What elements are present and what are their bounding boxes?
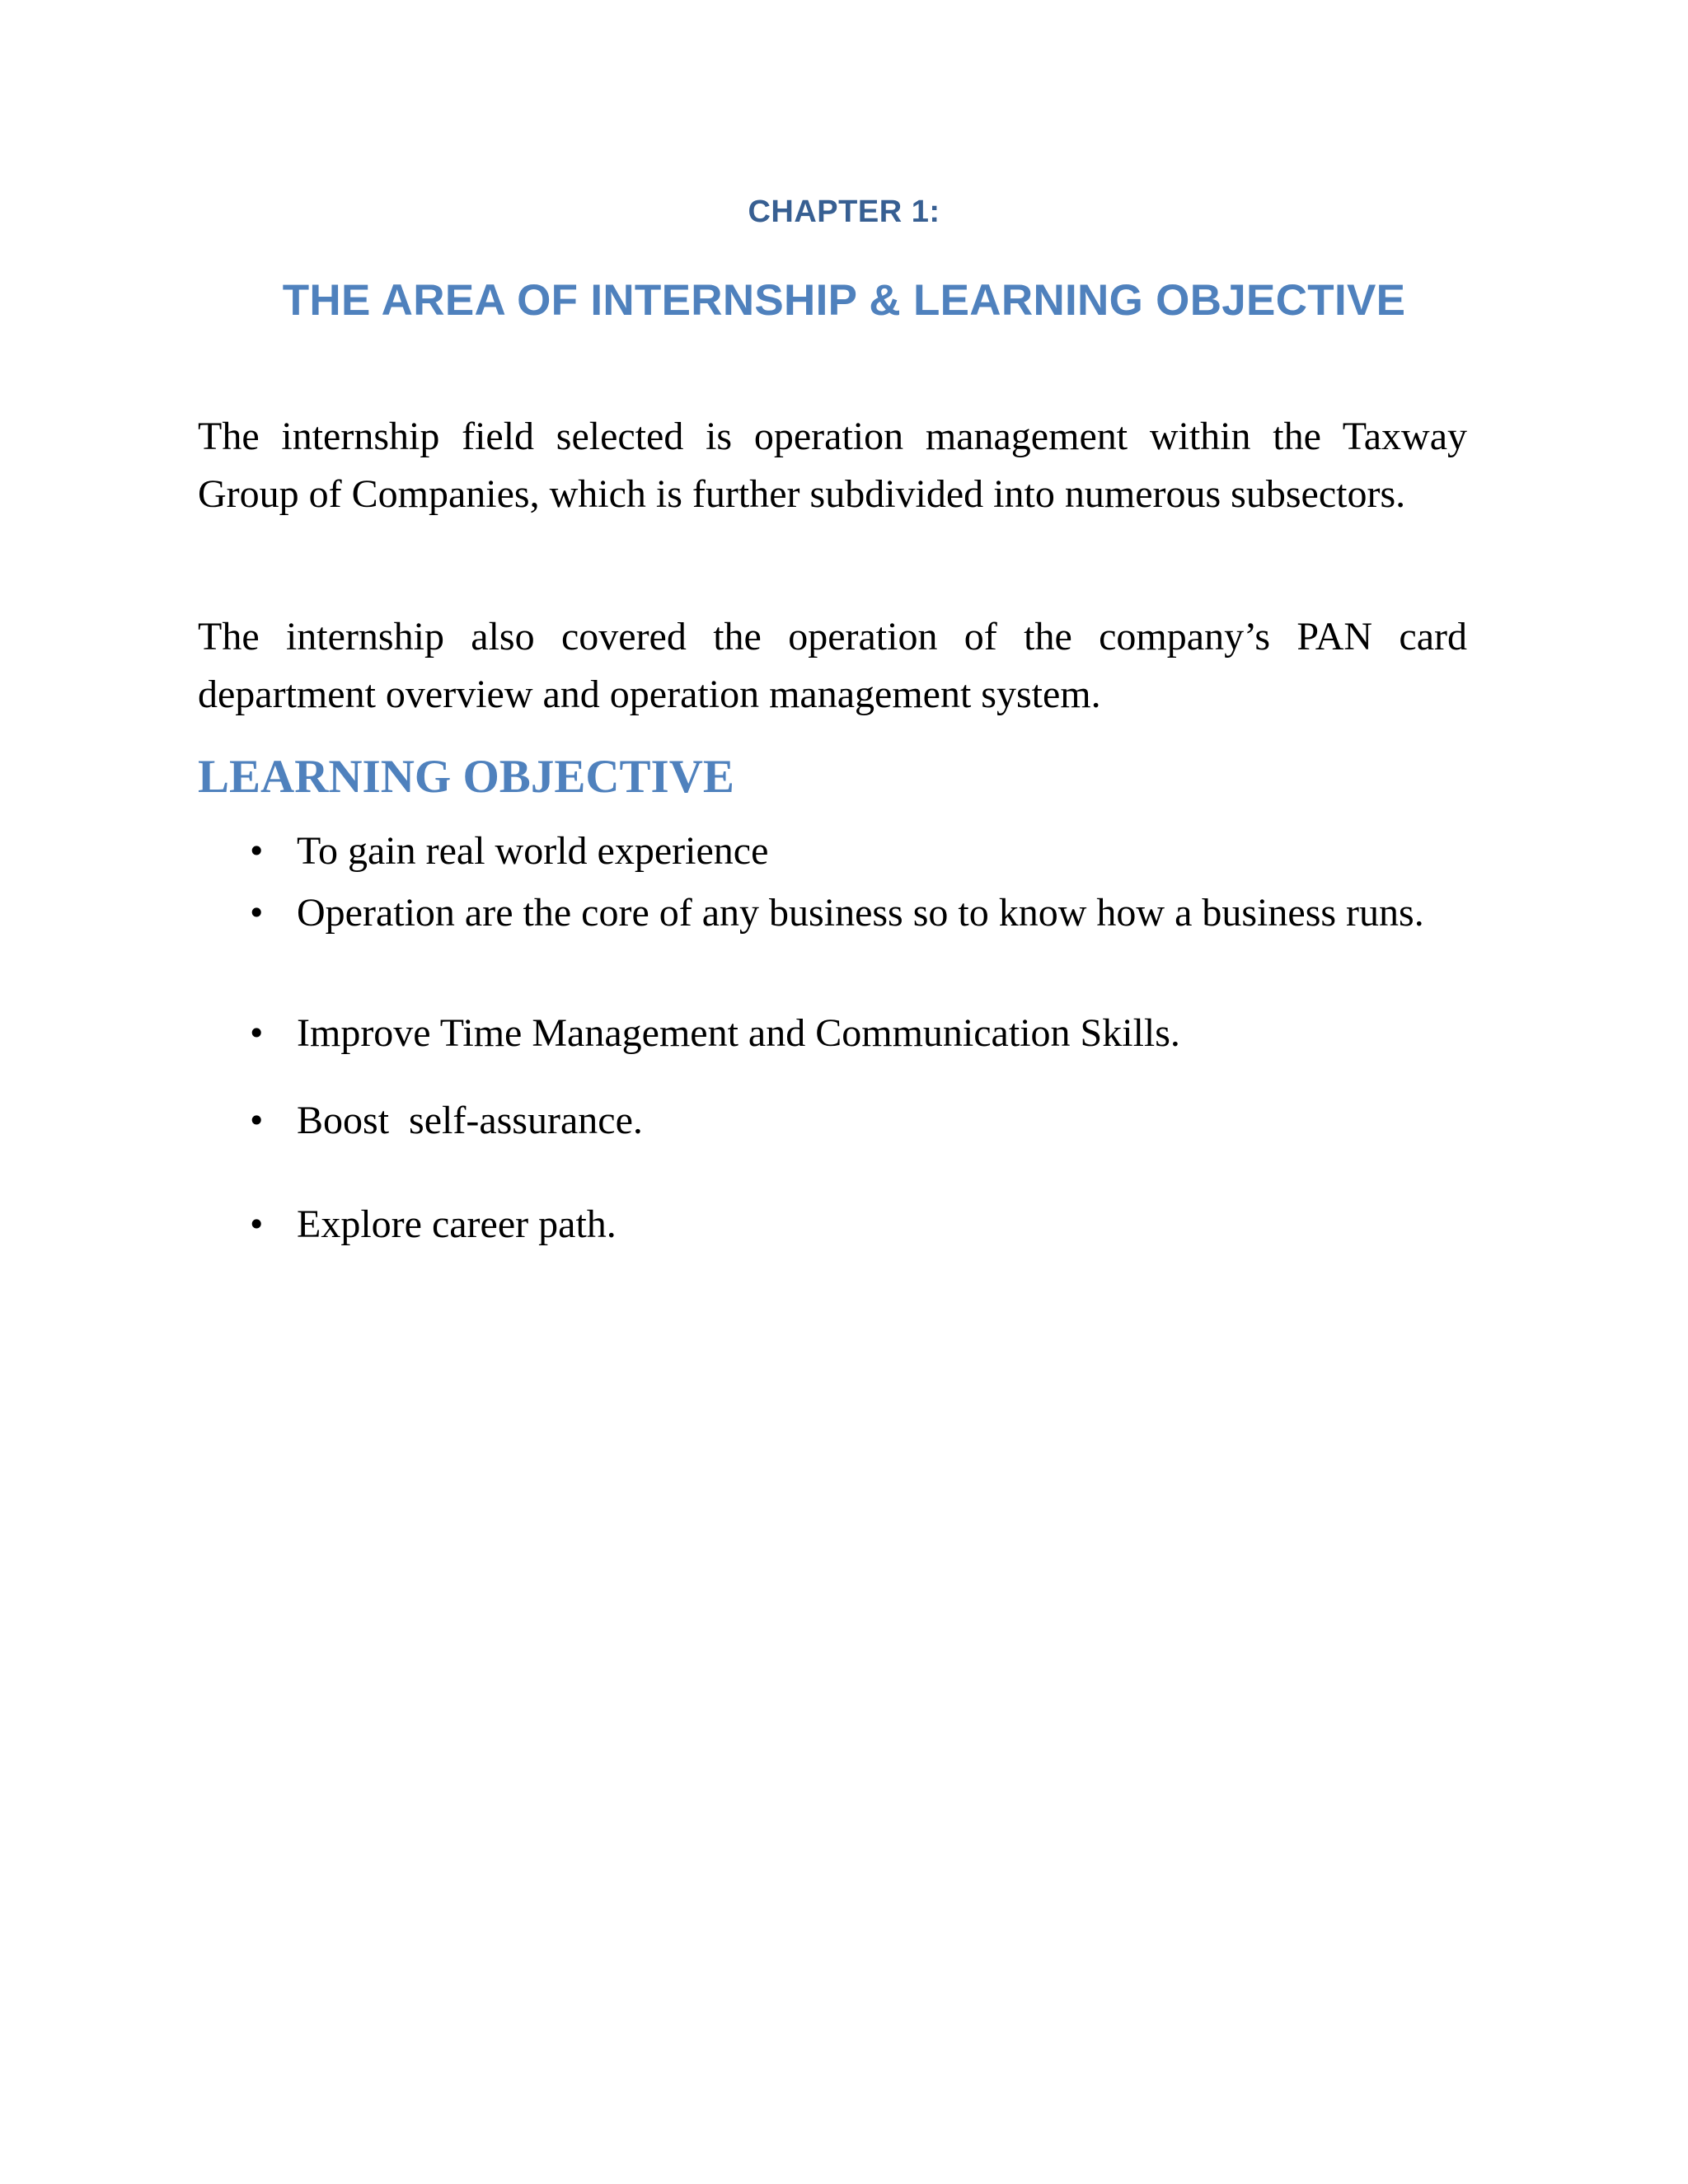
- list-item-text: Improve Time Management and Communication Skills.: [297, 1011, 1180, 1055]
- chapter-title: THE AREA OF INTERNSHIP & LEARNING OBJECTIVE: [282, 276, 1406, 325]
- chapter-label: CHAPTER 1:: [748, 194, 940, 229]
- bullet-icon: •: [247, 1103, 266, 1139]
- paragraph-pan-card-department: The internship also covered the operation of the company’s PAN card department overview and operation management system.: [198, 615, 1467, 716]
- list-item: [247, 1005, 1467, 1062]
- list-item-text: Operation are the core of any business so to know how a business runs.: [297, 891, 1424, 935]
- learning-objective-heading: LEARNING OBJECTIVE: [198, 751, 734, 803]
- bullet-icon: •: [247, 833, 266, 869]
- list-item: [247, 884, 1467, 942]
- list-item: [247, 1092, 1467, 1150]
- bullet-icon: •: [247, 1015, 266, 1052]
- list-item: [247, 823, 1467, 880]
- list-item-text: To gain real world experience: [297, 829, 769, 873]
- bullet-icon: •: [247, 1207, 266, 1243]
- list-item-text: Boost self-assurance.: [297, 1099, 643, 1142]
- paragraph-internship-field: The internship field selected is operation management within the Taxway Group of Companies, which is further subdivided into numerous subsectors.: [198, 415, 1467, 516]
- list-item-text: Explore career path.: [297, 1202, 617, 1246]
- list-item: [247, 1196, 1467, 1254]
- bullet-icon: •: [247, 895, 266, 931]
